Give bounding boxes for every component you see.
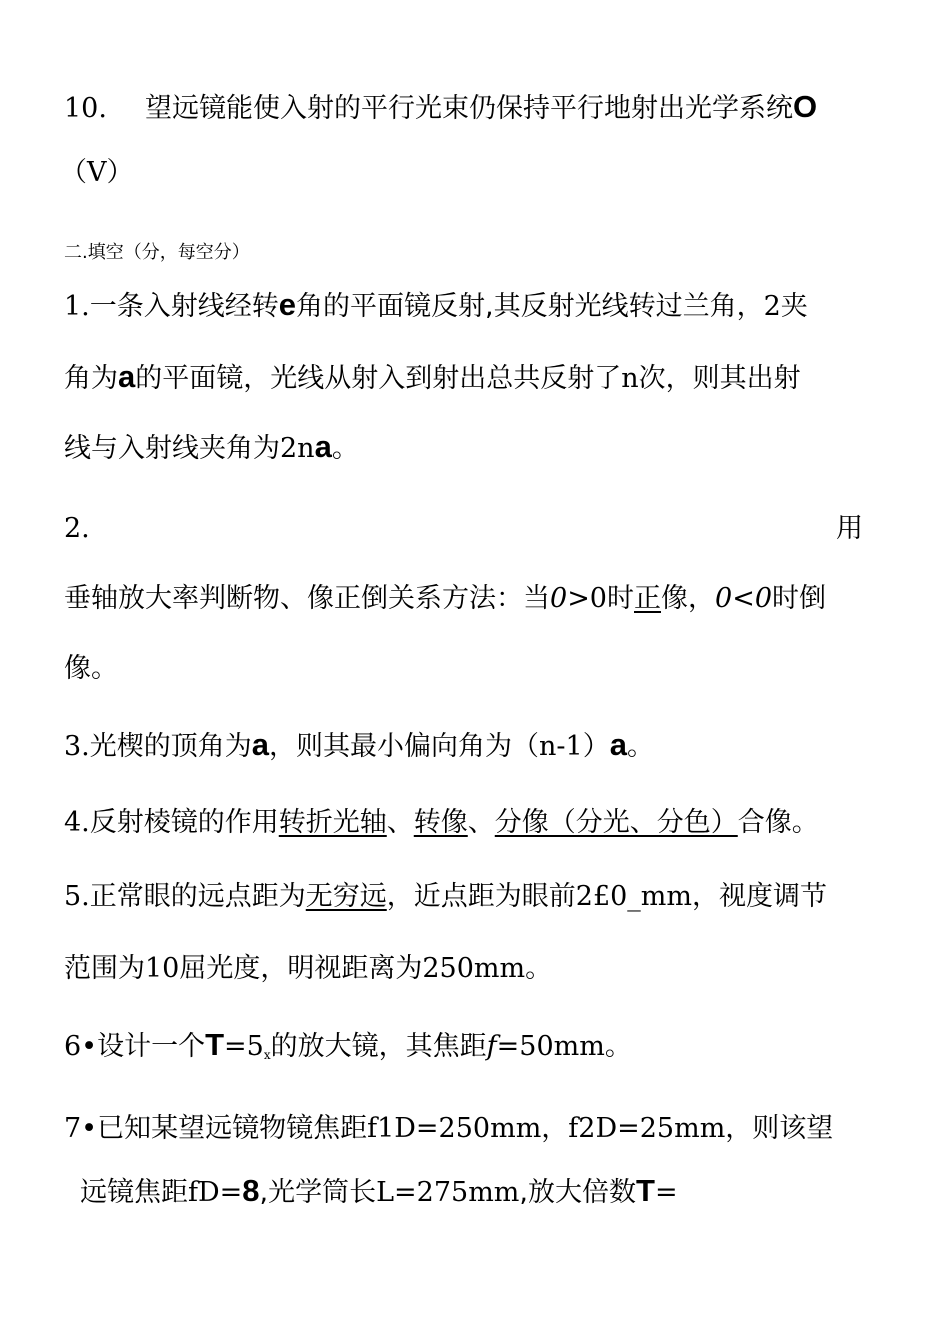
fill1-text-a: 一条入射线经转 bbox=[89, 291, 279, 322]
fill4-s2: 、 bbox=[467, 807, 495, 838]
fill7-l2-c: 8 bbox=[242, 1173, 260, 1208]
fill5-d: ，视度调节 bbox=[692, 881, 828, 912]
fill6-b: =5 bbox=[224, 1031, 264, 1062]
fill7-l2-g: , bbox=[519, 1177, 528, 1208]
fill6-line bbox=[64, 1028, 632, 1072]
fill7-c: ，则该望 bbox=[725, 1113, 834, 1144]
fill1-l2-a: 角为 bbox=[64, 363, 118, 394]
fill7-a: 已知某望远镜物镜焦距 bbox=[97, 1113, 368, 1144]
fill4-s1: 、 bbox=[386, 807, 414, 838]
fill5-b: ，近点距为眼前 bbox=[386, 881, 576, 912]
fill1-l3-c: a bbox=[314, 429, 332, 464]
fill1-l3-a: 线与入射线夹角为 bbox=[64, 433, 280, 464]
q10-number: 10. bbox=[64, 93, 107, 124]
fill3-number: 3. bbox=[64, 731, 90, 762]
fill6-c: 的放大镜，其焦距 bbox=[270, 1031, 487, 1062]
fill6-T: T bbox=[205, 1027, 225, 1062]
fill7-T: T bbox=[636, 1173, 655, 1208]
fill2-l2-d: 正 bbox=[634, 583, 661, 614]
fill2-beta1: 0 bbox=[550, 583, 568, 614]
fill4-line bbox=[64, 806, 819, 840]
fill2-l2-b: >0 bbox=[567, 583, 607, 614]
fill1-line2 bbox=[64, 360, 801, 396]
fill5-l2-d: 250mm bbox=[422, 953, 526, 984]
q10-text: 望远镜能使入射的平行光束仍保持平行地射出光学系统 bbox=[144, 93, 793, 124]
fill2-l2-e: 像， bbox=[661, 583, 715, 614]
fill1-line1 bbox=[64, 288, 808, 324]
fill3-b: ，则其最小偏向角为 bbox=[269, 731, 513, 762]
fill2-beta2: 0 bbox=[715, 583, 733, 614]
q10-tail: O bbox=[792, 89, 818, 124]
q10-answer: （V） bbox=[60, 157, 134, 188]
fill1-l3-b: 2n bbox=[280, 433, 315, 464]
fill3-line bbox=[64, 728, 654, 764]
fill1-l3-d: 。 bbox=[331, 433, 359, 464]
fill1-line3 bbox=[64, 430, 359, 466]
fill2-l2-f: < bbox=[732, 583, 755, 614]
fill7-l2-a: 远镜焦距 bbox=[80, 1177, 188, 1208]
fill1-l2-c: n bbox=[621, 363, 639, 394]
q10-line bbox=[64, 90, 817, 126]
fill7-l2-f: L=275mm bbox=[376, 1177, 520, 1208]
fill1-text-d: 夹 bbox=[780, 291, 808, 322]
fill5-a: 正常眼的远点距为 bbox=[89, 881, 306, 912]
fill7-line2 bbox=[80, 1174, 678, 1210]
fill2-line2 bbox=[64, 582, 826, 616]
fill7-line1 bbox=[64, 1112, 833, 1146]
fill6-a: 设计一个 bbox=[97, 1031, 206, 1062]
fill5-line1 bbox=[64, 880, 827, 914]
fill1-l2-d: 次，则其出射 bbox=[638, 363, 801, 394]
fill2-l2-g: 0 bbox=[754, 583, 772, 614]
fill2-l2-a: 垂轴放大率判断物、像正倒关系方法：当 bbox=[64, 583, 550, 614]
fill5-l2-b: 10 bbox=[145, 953, 180, 984]
fill3-a: 光楔的顶角为 bbox=[89, 731, 252, 762]
fill7-l2-h: 放大倍数 bbox=[528, 1177, 636, 1208]
fill3-alpha2: a bbox=[609, 727, 627, 762]
fill1-number: 1. bbox=[64, 291, 90, 322]
fill4-u1: 转折光轴 bbox=[278, 807, 387, 838]
fill5-l2-c: 屈光度，明视距离为 bbox=[179, 953, 423, 984]
fill2-line3: 像。 bbox=[64, 653, 118, 684]
fill5-l2-e: 。 bbox=[525, 953, 553, 984]
fill5-line2 bbox=[64, 952, 552, 986]
fill6-f: f bbox=[486, 1031, 497, 1062]
fill2-l2-c: 时 bbox=[607, 583, 634, 614]
section-title: 二.填空（分，每空分） bbox=[64, 242, 250, 263]
fill1-text-c: 2 bbox=[763, 291, 781, 322]
fill7-number: 7• bbox=[64, 1113, 98, 1144]
fill4-u2: 转像 bbox=[413, 807, 468, 838]
fill6-d: =50mm。 bbox=[496, 1031, 632, 1062]
fill6-number: 6• bbox=[64, 1031, 98, 1062]
fill7-l2-i: = bbox=[654, 1177, 678, 1208]
fill4-b: 合像。 bbox=[737, 807, 819, 838]
fill1-theta: e bbox=[278, 287, 297, 322]
fill4-u3: 分像（分光、分色） bbox=[494, 807, 738, 838]
fill4-a: 反射棱镜的作用 bbox=[89, 807, 279, 838]
fill1-alpha: a bbox=[118, 359, 136, 394]
fill7-b: f1D=250mm，f2D=25mm bbox=[367, 1113, 726, 1144]
fill7-l2-e: 光学筒长 bbox=[268, 1177, 377, 1208]
fill7-l2-b: fD= bbox=[188, 1177, 243, 1208]
fill3-alpha: a bbox=[251, 727, 270, 762]
fill3-d: 。 bbox=[626, 731, 654, 762]
fill5-u1: 无穷远 bbox=[305, 881, 387, 912]
fill5-c: 2£0_mm bbox=[575, 881, 693, 912]
fill2-number: 2. bbox=[64, 513, 90, 544]
fill3-c: （n-1） bbox=[512, 731, 610, 762]
fill5-number: 5. bbox=[64, 881, 90, 912]
fill6-x: x bbox=[263, 1048, 271, 1062]
fill1-text-b: 角的平面镜反射,其反射光线转过兰角， bbox=[296, 291, 764, 322]
fill2-right-word: 用 bbox=[836, 513, 863, 544]
fill1-l2-b: 的平面镜，光线从射入到射出总共反射了 bbox=[135, 363, 622, 394]
fill4-number: 4. bbox=[64, 807, 90, 838]
fill7-l2-d: , bbox=[259, 1177, 269, 1208]
fill5-l2-a: 范围为 bbox=[64, 953, 145, 984]
fill2-l2-h: 时倒 bbox=[772, 583, 826, 614]
